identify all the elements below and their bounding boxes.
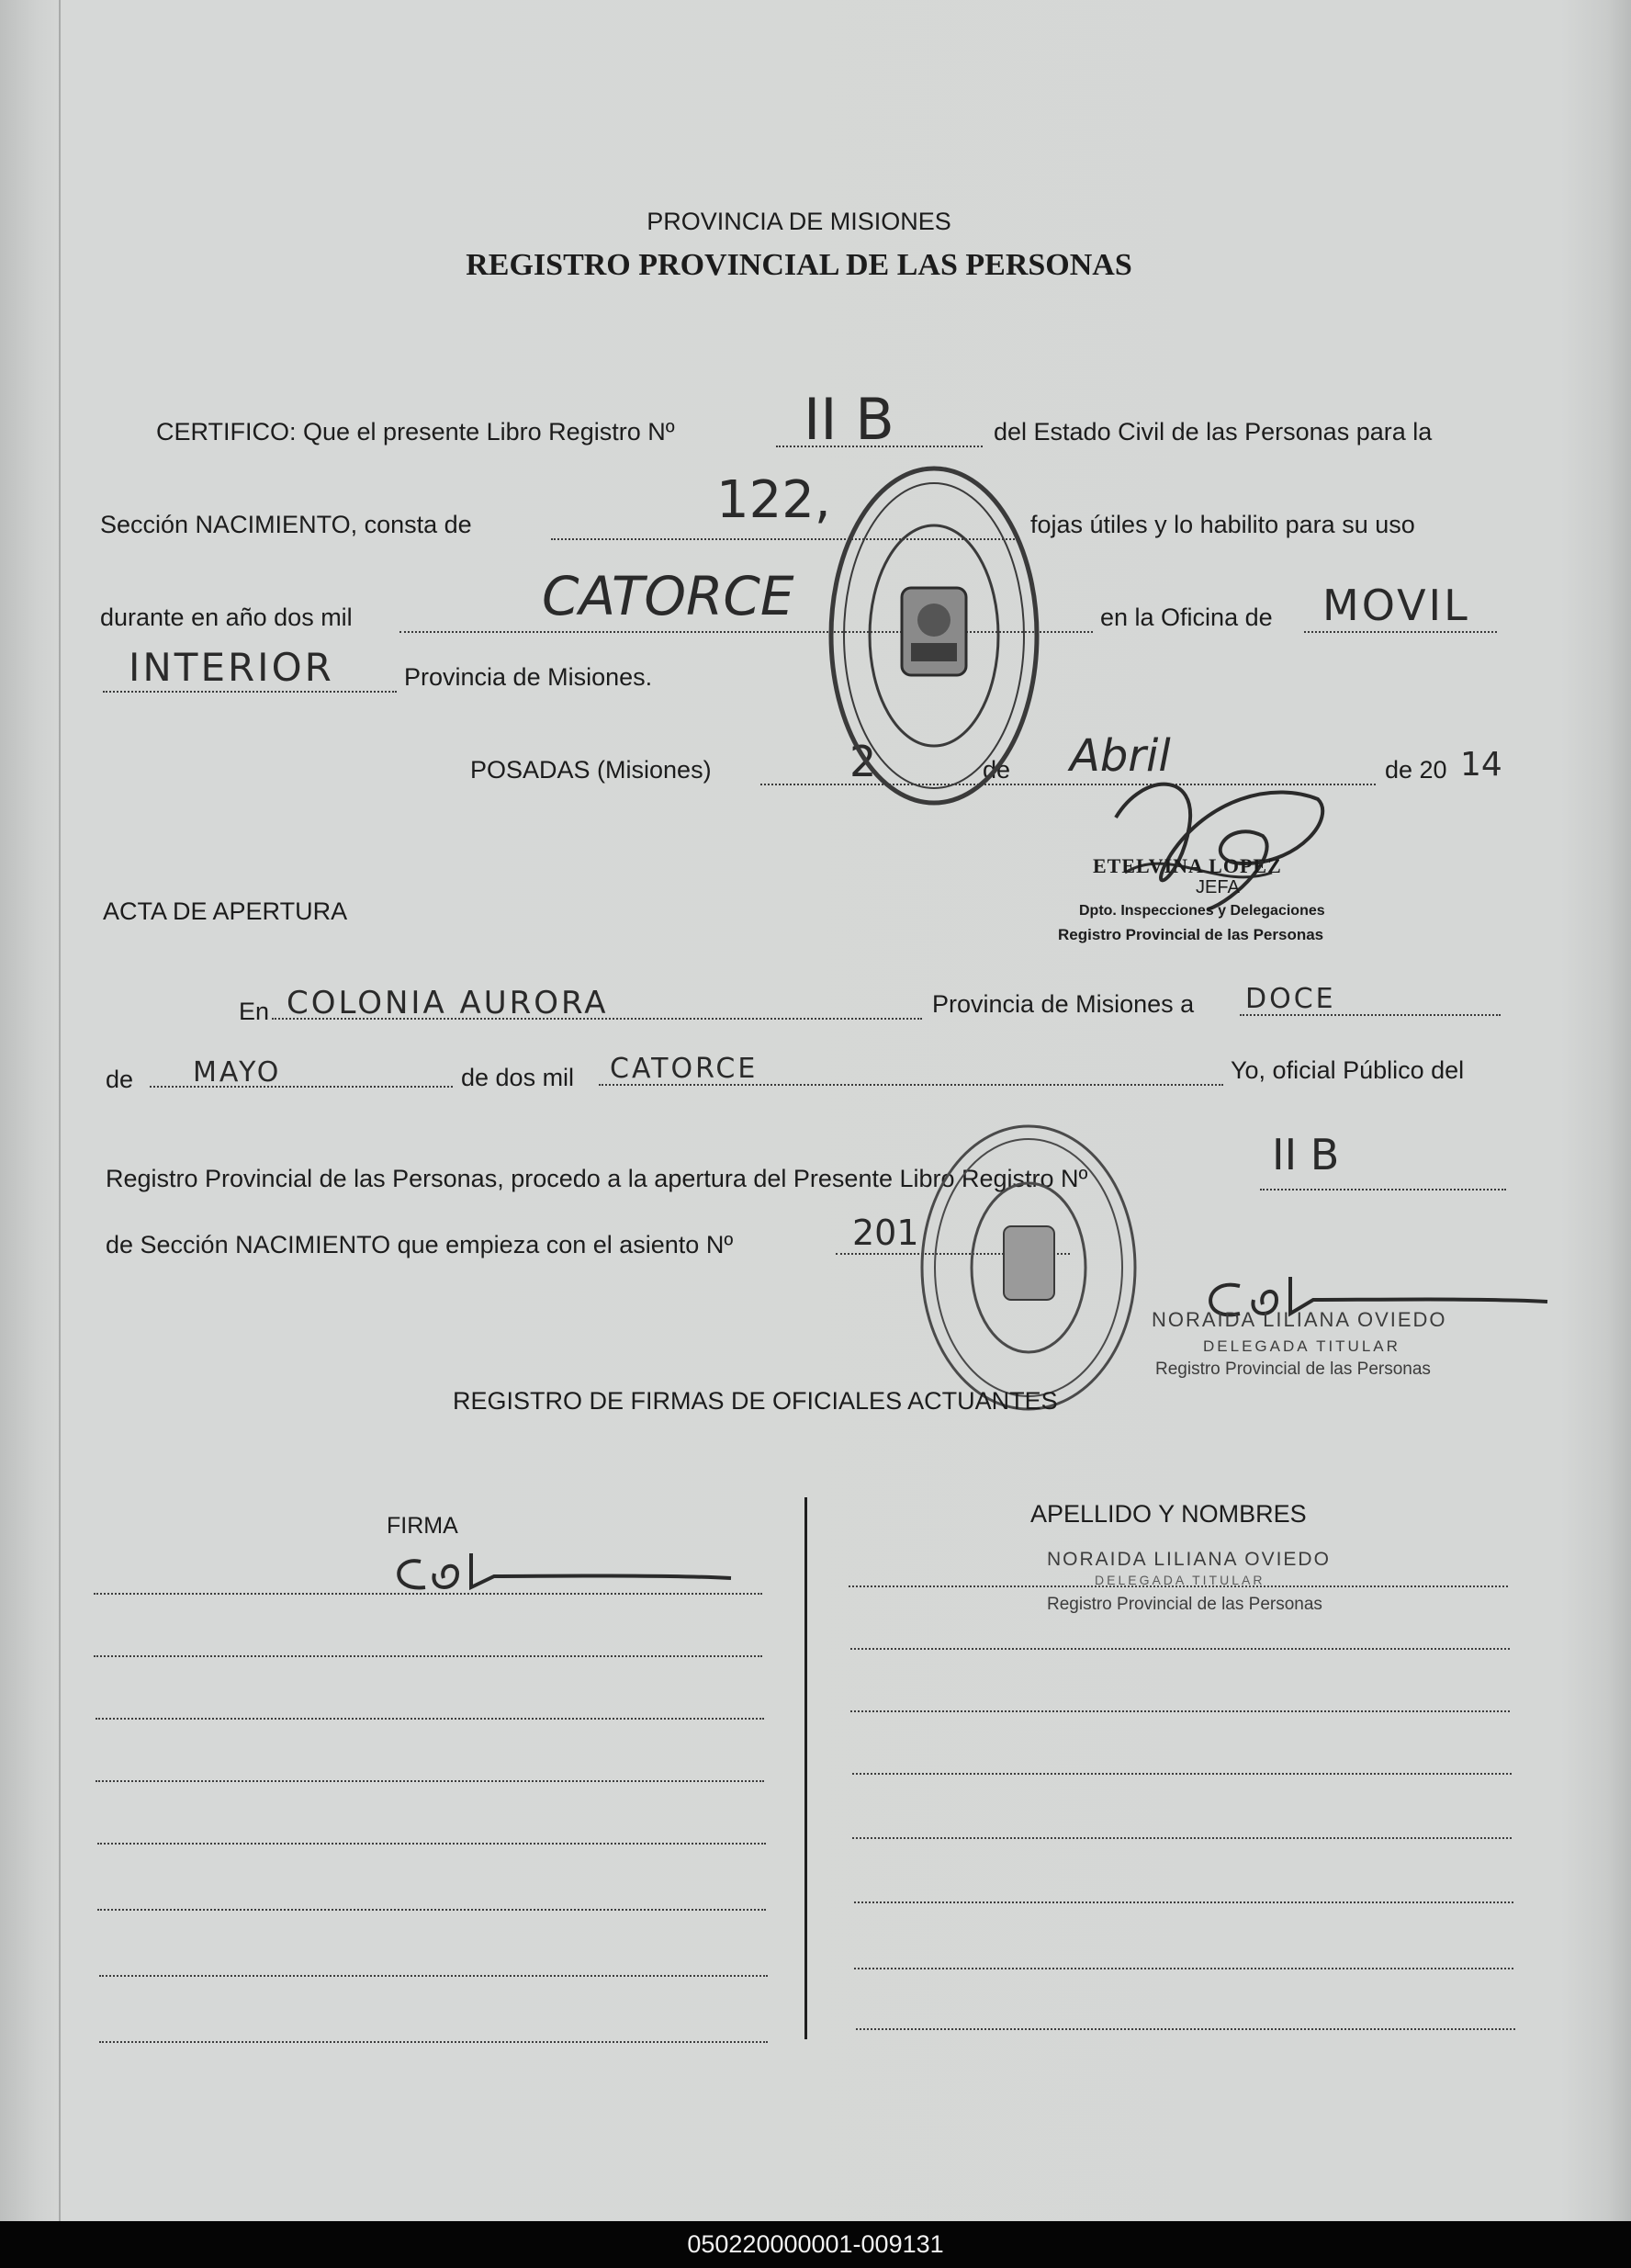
row1-title: DELEGADA TITULAR xyxy=(1095,1573,1265,1587)
firma-rule-1 xyxy=(94,1593,762,1595)
de-label: de xyxy=(983,756,1011,784)
cert-line1-a: CERTIFICO: Que el presente Libro Registro Nº xyxy=(156,418,675,446)
place-label: POSADAS (Misiones) xyxy=(470,756,712,784)
acta-line3: Registro Provincial de las Personas, procedo a la apertura del Presente Libro Registro Nº xyxy=(106,1165,1088,1192)
office-handwritten-1: MOVIL xyxy=(1322,581,1470,630)
nombres-rule-3 xyxy=(850,1710,1510,1712)
registry-heading: REGISTRO PROVINCIAL DE LAS PERSONAS xyxy=(466,248,1132,282)
registry-seal-stamp-2 xyxy=(917,1121,1142,1415)
firma-rule-7 xyxy=(99,1975,768,1977)
signer-1-name: ETELVINA LOPEZ xyxy=(1093,854,1282,877)
acta-line4: de Sección NACIMIENTO que empieza con el asiento Nº xyxy=(106,1231,734,1258)
office-handwritten-2: INTERIOR xyxy=(129,645,334,690)
row1-name: NORAIDA LILIANA OVIEDO xyxy=(1047,1549,1331,1570)
signer-2-title: DELEGADA TITULAR xyxy=(1203,1337,1400,1355)
nombres-rule-4 xyxy=(852,1773,1512,1775)
col-nombres-header: APELLIDO Y NOMBRES xyxy=(1030,1500,1307,1528)
signatures-table-title: REGISTRO DE FIRMAS DE OFICIALES ACTUANTES xyxy=(453,1387,1058,1415)
office-field-cont xyxy=(103,691,397,693)
nombres-rule-5 xyxy=(852,1837,1512,1839)
nombres-rule-2 xyxy=(850,1648,1510,1650)
firma-rule-4 xyxy=(96,1780,764,1782)
nombres-rule-7 xyxy=(854,1968,1513,1969)
acta-de-dos-mil: de dos mil xyxy=(461,1064,575,1091)
nombres-rule-6 xyxy=(854,1901,1513,1903)
pages-handwritten: 122, xyxy=(716,470,831,530)
month-handwritten: Abril xyxy=(1070,730,1171,782)
acta-book-handwritten: II B xyxy=(1272,1130,1340,1179)
table-column-divider xyxy=(804,1497,807,2039)
acta-prov: Provincia de Misiones a xyxy=(932,990,1195,1018)
row1-signature xyxy=(384,1551,733,1597)
year-suffix-handwritten: 14 xyxy=(1460,746,1502,784)
cert-line2-a: Sección NACIMIENTO, consta de xyxy=(100,511,472,538)
year-handwritten: CATORCE xyxy=(542,565,794,627)
firma-rule-2 xyxy=(94,1655,762,1657)
cert-line2-b: fojas útiles y lo habilito para su uso xyxy=(1030,511,1415,538)
signer-2-name: NORAIDA LILIANA OVIEDO xyxy=(1152,1308,1447,1331)
acta-title: ACTA DE APERTURA xyxy=(103,897,348,925)
firma-rule-3 xyxy=(96,1718,764,1720)
acta-book-field xyxy=(1260,1189,1506,1190)
firma-rule-6 xyxy=(97,1909,766,1911)
acta-de: de xyxy=(106,1066,134,1093)
office-field xyxy=(1304,631,1497,633)
signer-1-org: Registro Provincial de las Personas xyxy=(1058,926,1324,943)
year-prefix: de 20 xyxy=(1385,756,1447,784)
book-number-handwritten: II B xyxy=(804,386,894,453)
acta-entry-handwritten: 201 xyxy=(852,1213,919,1253)
cert-line1-b: del Estado Civil de las Personas para la xyxy=(994,418,1433,446)
day-handwritten: 2 xyxy=(849,737,877,786)
signer-1-dept: Dpto. Inspecciones y Delegaciones xyxy=(1079,903,1325,919)
acta-year-handwritten: CATORCE xyxy=(610,1053,759,1085)
cert-line3-a: durante en año dos mil xyxy=(100,604,353,631)
acta-month-handwritten: MAYO xyxy=(193,1056,282,1089)
acta-day-handwritten: DOCE xyxy=(1245,983,1336,1015)
acta-yo: Yo, oficial Público del xyxy=(1231,1056,1465,1084)
nombres-rule-8 xyxy=(856,2028,1515,2030)
province-heading: PROVINCIA DE MISIONES xyxy=(647,208,951,235)
footer-code: 050220000001-009131 xyxy=(687,2230,944,2258)
registry-seal-stamp-1 xyxy=(827,464,1042,808)
row1-org: Registro Provincial de las Personas xyxy=(1047,1595,1322,1614)
firma-rule-8 xyxy=(99,2041,768,2043)
cert-line4-b: Provincia de Misiones. xyxy=(404,663,653,691)
nombres-rule-1 xyxy=(849,1585,1508,1587)
acta-place-handwritten: COLONIA AURORA xyxy=(287,985,609,1021)
firma-rule-5 xyxy=(97,1843,766,1845)
footer-code-bar xyxy=(0,2221,1631,2268)
binding-edge xyxy=(59,0,61,2221)
signer-1-title: JEFA xyxy=(1196,877,1240,897)
col-firma-header: FIRMA xyxy=(387,1513,458,1539)
cert-line3-b: en la Oficina de xyxy=(1100,604,1273,631)
acta-en: En xyxy=(239,998,270,1025)
signer-2-org: Registro Provincial de las Personas xyxy=(1155,1360,1431,1379)
